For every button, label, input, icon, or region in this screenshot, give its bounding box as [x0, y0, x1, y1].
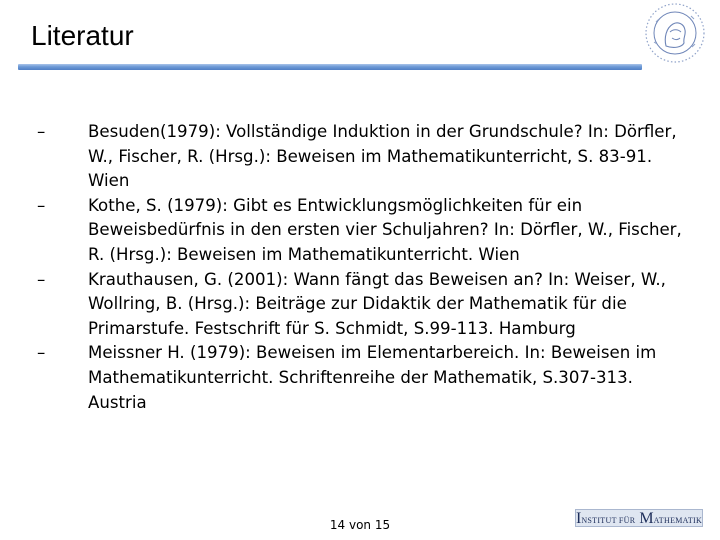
title-rule [18, 64, 642, 70]
reference-list [30, 120, 690, 415]
bullet-dash: – [37, 269, 46, 289]
list-item [30, 341, 690, 415]
logo-text: ATHEMATIK [653, 516, 703, 525]
slide-title: Literatur [31, 20, 134, 51]
bullet-dash: – [37, 195, 46, 215]
logo-initial: M [639, 510, 654, 527]
page-number: 14 von 15 [329, 518, 391, 532]
logo-initial: I [576, 510, 582, 527]
list-item [30, 120, 690, 194]
reference-text: Besuden(1979): Vollständige Induktion in der Grundschule? In: Dörfler, W., Fischer, R. (Hrsg.): Beweisen im Mathematikunterricht, S. 83-91. Wien [88, 122, 677, 191]
list-item [30, 268, 690, 342]
reference-text: Meissner H. (1979): Beweisen im Elementarbereich. In: Beweisen im Mathematikunterricht. Schriftenreihe der Mathematik, S.307-313. Austria [88, 343, 657, 412]
list-item [30, 194, 690, 268]
bullet-dash: – [37, 343, 46, 363]
logo-text: NSTITUT FÜR [581, 516, 636, 525]
reference-text: Krauthausen, G. (2001): Wann fängt das Beweisen an? In: Weiser, W., Wollring, B. (Hrsg.): Beiträge zur Didaktik der Mathematik für die Primarstufe. Festschrift für S. Schmidt, S.99-113. Hamburg [88, 269, 666, 338]
university-seal-icon [644, 2, 706, 64]
reference-text: Kothe, S. (1979): Gibt es Entwicklungsmöglichkeiten für ein Beweisbedürfnis in den ersten vier Schuljahren? In: Dörfler, W., Fischer, R. (Hrsg.): Beweisen im Mathematikunterricht. Wien [88, 195, 682, 264]
bullet-dash: – [37, 122, 46, 141]
institute-logo [575, 509, 703, 527]
